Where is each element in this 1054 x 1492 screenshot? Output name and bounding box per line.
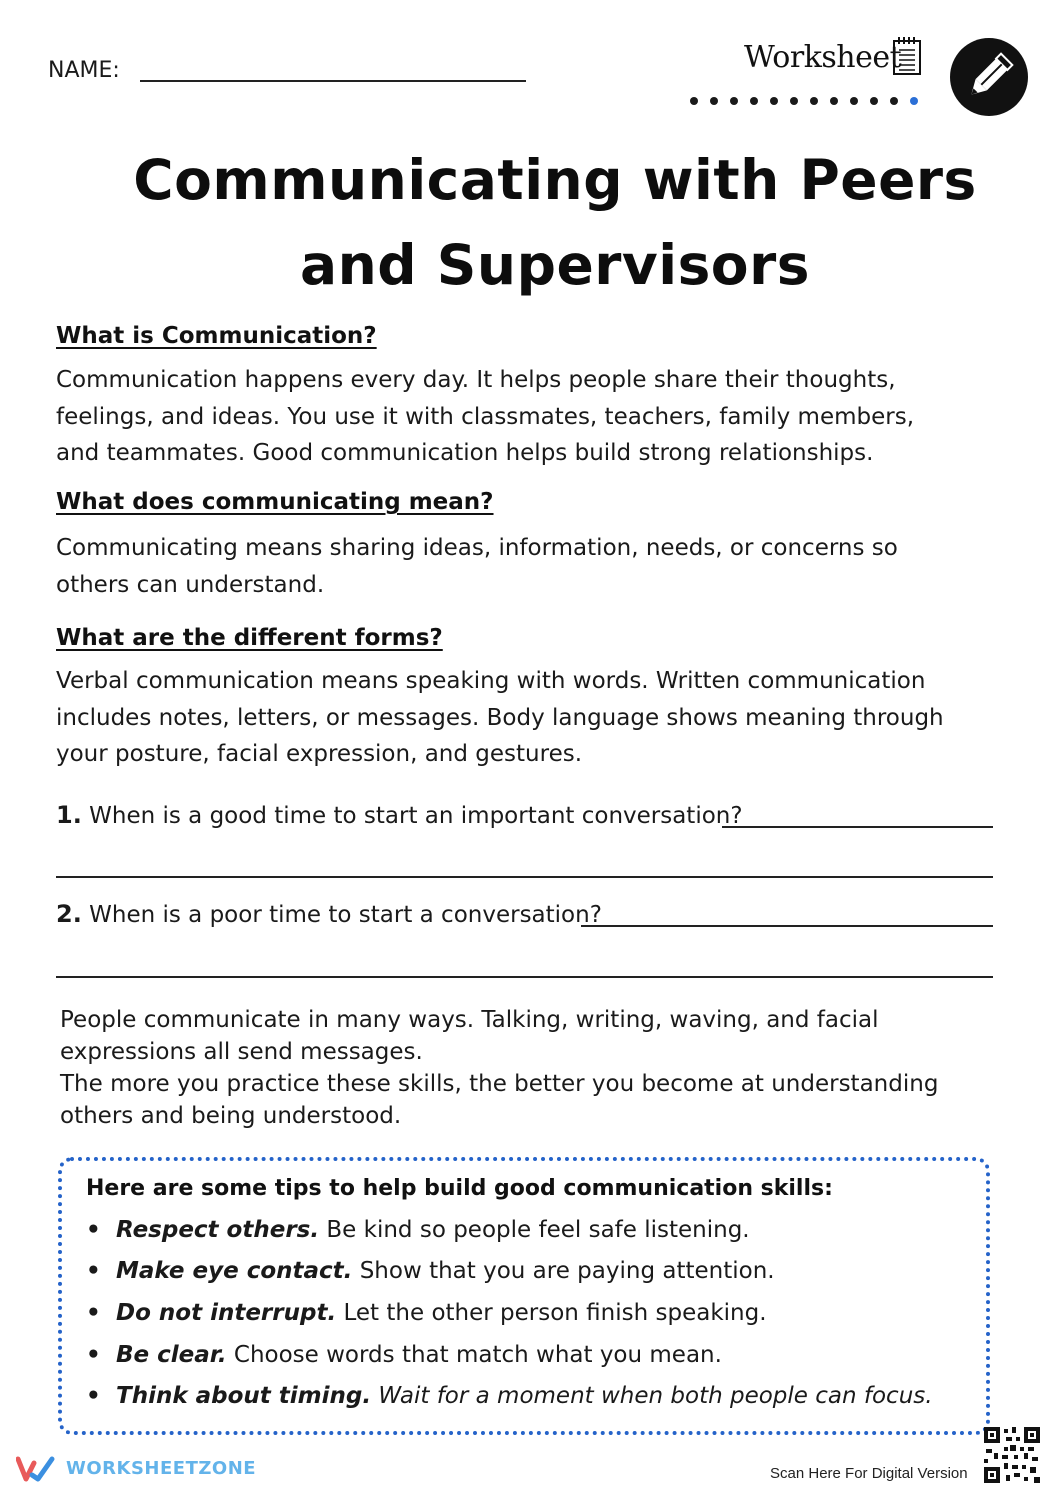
tip-bold: Be clear. [116, 1342, 227, 1368]
answer-line-1b[interactable] [56, 876, 993, 878]
paragraph-line: others can understand. [56, 571, 325, 598]
paragraph-line: The more you practice these skills, the better you become at understanding [60, 1071, 939, 1097]
section-heading-different-forms: What are the different forms? [56, 625, 443, 651]
section-paragraph-what-is-communication [56, 362, 956, 472]
question-1 [56, 801, 743, 829]
tip-item [86, 1217, 750, 1243]
footer-brand: WORKSHEETZONE [66, 1458, 257, 1479]
question-number: 1. [56, 801, 82, 829]
answer-line-2a[interactable] [581, 925, 993, 927]
question-2 [56, 900, 602, 928]
paragraph-line: others and being understood. [60, 1103, 402, 1129]
section-heading-what-does-communicating-mean: What does communicating mean? [56, 489, 494, 515]
tip-text: Wait for a moment when both people can focus. [371, 1383, 933, 1409]
closing-paragraph [60, 1004, 960, 1132]
worksheetzone-logo-icon [16, 1455, 56, 1483]
tip-text: Show that you are paying attention. [352, 1258, 775, 1284]
paragraph-line: expressions all send messages. [60, 1039, 423, 1065]
answer-line-1a[interactable] [722, 826, 993, 828]
paragraph-line: Communicating means sharing ideas, information, needs, or concerns so [56, 535, 898, 561]
tip-item [86, 1300, 767, 1326]
paragraph-line: includes notes, letters, or messages. Body language shows meaning through [56, 704, 944, 731]
tip-text: Let the other person finish speaking. [336, 1300, 767, 1326]
scan-text: Scan Here For Digital Version [770, 1465, 968, 1482]
tip-item [86, 1258, 775, 1284]
tip-item [86, 1342, 722, 1368]
tip-bold: Respect others. [116, 1217, 320, 1243]
worksheet-label: Worksheet [744, 40, 902, 75]
bullet: • [86, 1300, 101, 1326]
tip-text: Choose words that match what you mean. [226, 1342, 722, 1368]
tip-bold: Think about timing. [116, 1383, 372, 1409]
qr-code-icon[interactable] [984, 1427, 1040, 1483]
question-number: 2. [56, 900, 82, 928]
paragraph-line: and teammates. Good communication helps build strong relationships. [56, 440, 874, 466]
tips-heading: Here are some tips to help build good communication skills: [86, 1176, 833, 1201]
paragraph-line: Verbal communication means speaking with words. Written communication [56, 668, 926, 694]
tip-item [86, 1383, 933, 1409]
page-title [60, 138, 1050, 308]
pencil-icon [950, 38, 1028, 116]
tip-bold: Do not interrupt. [116, 1300, 337, 1326]
name-answer-line[interactable] [140, 80, 526, 82]
section-paragraph-different-forms [56, 663, 956, 773]
notepad-icon [892, 36, 922, 76]
bullet: • [86, 1342, 101, 1368]
bullet: • [86, 1258, 101, 1284]
title-line-1: Communicating with Peers [133, 148, 977, 212]
paragraph-line: People communicate in many ways. Talking, writing, waving, and facial [60, 1007, 879, 1033]
tip-text: Be kind so people feel safe listening. [319, 1217, 750, 1243]
answer-line-2b[interactable] [56, 976, 993, 978]
section-heading-what-is-communication: What is Communication? [56, 323, 377, 349]
section-paragraph-what-does-communicating-mean [56, 530, 956, 603]
tip-bold: Make eye contact. [116, 1258, 353, 1284]
name-label: NAME: [48, 58, 120, 83]
bullet: • [86, 1217, 101, 1243]
paragraph-line: your posture, facial expression, and gestures. [56, 741, 583, 767]
bullet: • [86, 1383, 101, 1409]
paragraph-line: feelings, and ideas. You use it with classmates, teachers, family members, [56, 403, 915, 430]
title-line-2: and Supervisors [300, 233, 810, 297]
question-text: When is a good time to start an important conversation? [89, 803, 743, 829]
paragraph-line: Communication happens every day. It helps people share their thoughts, [56, 367, 896, 393]
decorative-dots [690, 90, 930, 102]
question-text: When is a poor time to start a conversation? [89, 902, 602, 928]
